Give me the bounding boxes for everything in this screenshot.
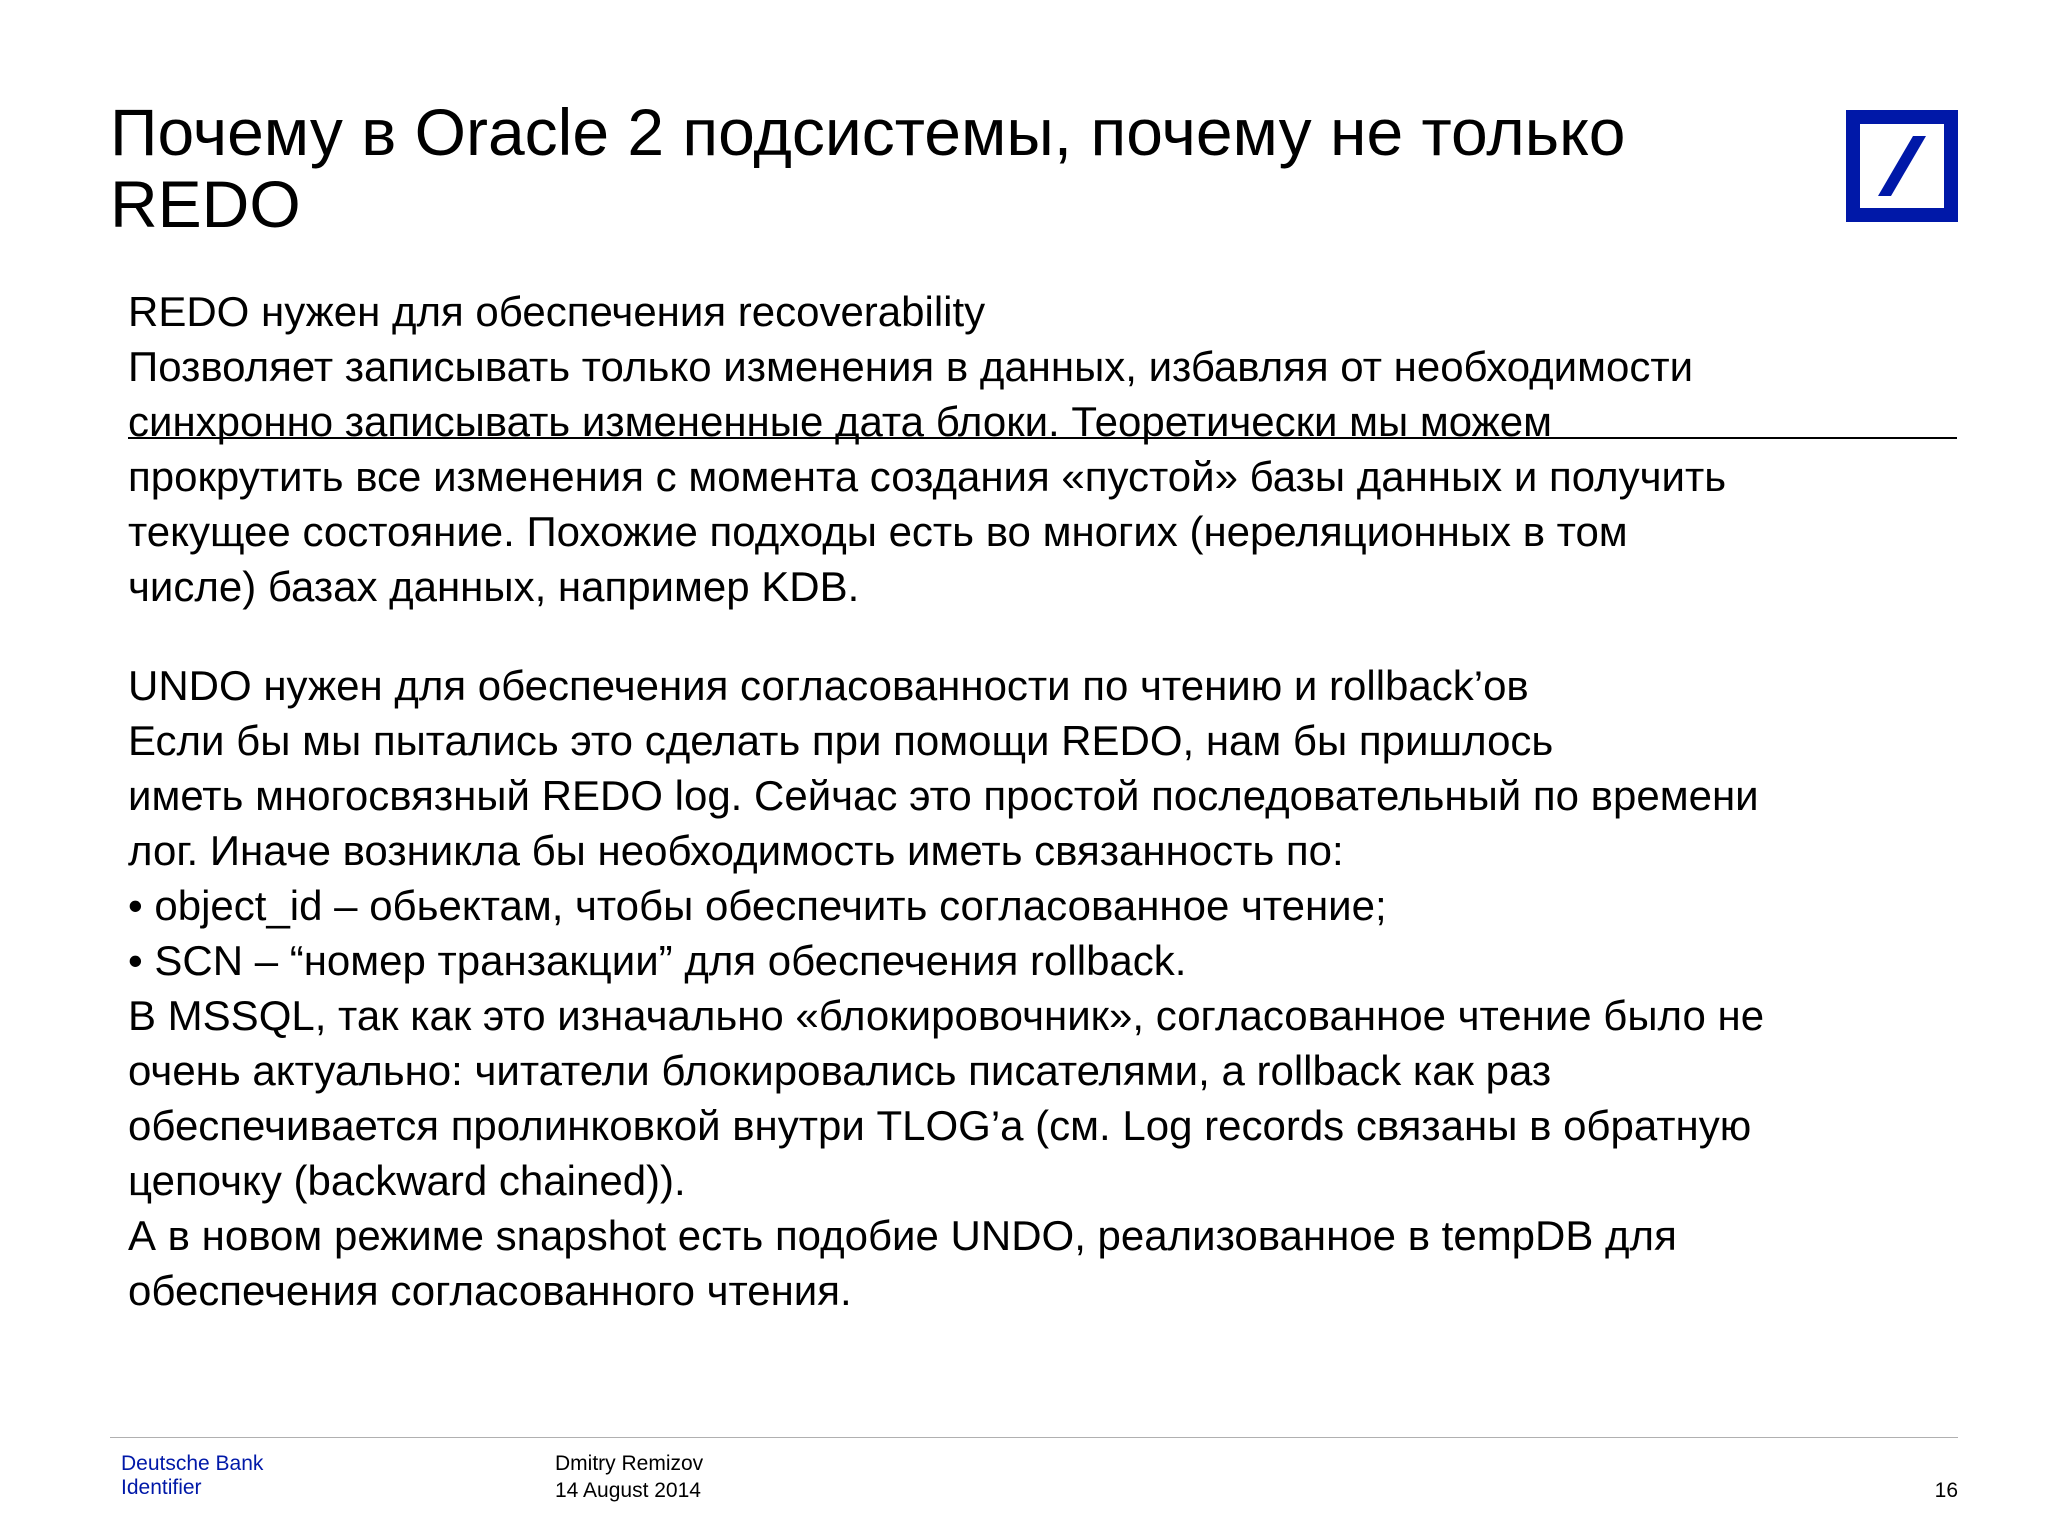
text-line: текущее состояние. Похожие подходы есть во многих (нереляционных в том — [128, 508, 1628, 555]
text-line: иметь многосвязный REDO log. Сейчас это простой последовательный по времени — [128, 772, 1759, 819]
text-line: цепочку (backward chained)). — [128, 1157, 686, 1204]
text-line: очень актуально: читатели блокировались писателями, а rollback как раз — [128, 1047, 1552, 1094]
footer-author-block — [555, 1450, 703, 1504]
text-line: REDO нужен для обеспечения recoverability — [128, 288, 986, 335]
footer-divider — [110, 1437, 1958, 1438]
text-line: В MSSQL, так как это изначально «блокировочник», согласованное чтение было не — [128, 992, 1765, 1039]
slide-title: Почему в Oracle 2 подсистемы, почему не только REDO — [110, 95, 1626, 241]
presentation-date: 14 August 2014 — [555, 1479, 701, 1502]
footer-brand — [121, 1452, 263, 1500]
text-line: синхронно записывать измененные дата блоки. Теоретически мы можем — [128, 398, 1552, 445]
text-line: прокрутить все изменения с момента создания «пустой» базы данных и получить — [128, 453, 1727, 500]
text-line: Позволяет записывать только изменения в данных, избавляя от необходимости — [128, 343, 1694, 390]
page-number: 16 — [1934, 1479, 1958, 1502]
paragraph-spacer — [128, 614, 1968, 658]
text-line: числе) базах данных, например KDB. — [128, 563, 860, 610]
redo-paragraph — [128, 284, 1968, 614]
brand-identifier: Identifier — [121, 1476, 202, 1499]
text-line: Если бы мы пытались это сделать при помощи REDO, нам бы пришлось — [128, 717, 1554, 764]
undo-paragraph — [128, 658, 1968, 1318]
author-name: Dmitry Remizov — [555, 1452, 704, 1475]
slide-body — [128, 284, 1968, 1318]
text-line: UNDO нужен для обеспечения согласованности по чтению и rollback’ов — [128, 662, 1529, 709]
bullet-item: • object_id – обьектам, чтобы обеспечить согласованное чтение; — [128, 882, 1387, 929]
brand-name: Deutsche Bank — [121, 1452, 264, 1475]
deutsche-bank-logo-icon — [1846, 110, 1958, 222]
text-line: А в новом режиме snapshot есть подобие UNDO, реализованное в tempDB для — [128, 1212, 1677, 1259]
text-line: лог. Иначе возникла бы необходимость иметь связанность по: — [128, 827, 1344, 874]
text-line: обеспечения согласованного чтения. — [128, 1267, 852, 1314]
bullet-item: • SCN – “номер транзакции” для обеспечения rollback. — [128, 937, 1187, 984]
text-line: обеспечивается пролинковкой внутри TLOG’а (см. Log records связаны в обратную — [128, 1102, 1752, 1149]
